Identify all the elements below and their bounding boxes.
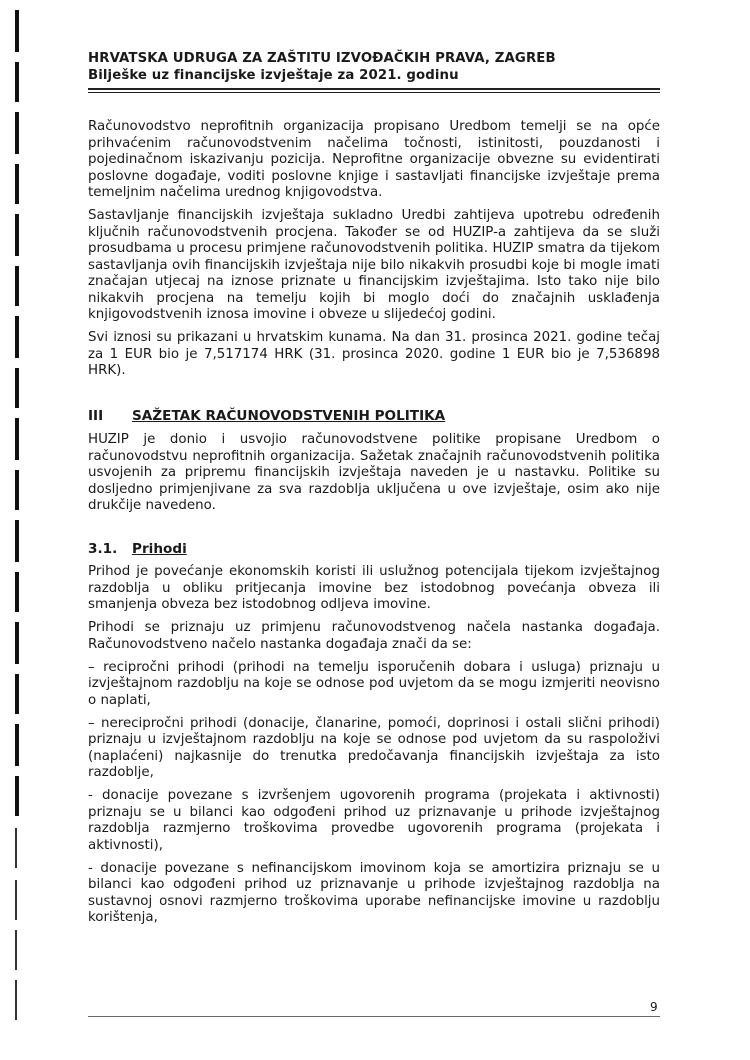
- binder-mark: [15, 724, 19, 766]
- binder-mark: [15, 828, 17, 868]
- intro-paragraph: Svi iznosi su prikazani u hrvatskim kunama. Na dan 31. prosinca 2021. godine tečaj za 1 EUR bio je 7,517174 HRK (31. prosinca 2020. godine 1 EUR bio je 7,536898 HRK).: [88, 330, 660, 378]
- binder-mark: [15, 880, 17, 920]
- page-header: [88, 50, 660, 84]
- subsection-title: Prihodi: [132, 540, 187, 557]
- list-item: – nerecipročni prihodi (donacije, članarine, pomoći, doprinosi i ostali slični prihodi) priznaju u izvještajnom razdoblju na koje se odnose pod uvjetom da su raspoloživi (naplaćeni) najkasnije do trenutka predočavanja financijskih izvještaja za isto razdoblje,: [88, 715, 660, 780]
- header-document-title: Bilješke uz financijske izvještaje za 2021. godinu: [88, 68, 459, 83]
- section-paragraph: HUZIP je donio i usvojio računovodstvene politike propisane Uredbom o računovodstvu neprofitnih organizacija. Sažetak značajnih računovodstvenih politika usvojenih za pripremu financijskih izvještaja naveden je u nastavku. Politike su dosljedno primjenjivane za sva razdoblja uključena u ove izvještaje, osim ako nije drukčije navedeno.: [88, 432, 660, 513]
- binder-mark: [15, 622, 19, 664]
- list-item: - donacije povezane s nefinancijskom imovinom koja se amortizira priznaju se u bilanci kao odgođeni prihod uz priznavanje u prihode izvještajnog razdoblja na sustavnoj osnovi razmjerno troškovima uporabe nefinancijske imovine u razdoblju korištenja,: [88, 860, 660, 925]
- page-number: 9: [650, 1000, 658, 1014]
- list-item: - donacije povezane s izvršenjem ugovorenih programa (projekata i aktivnosti) priznaju se u bilanci kao odgođeni prihod uz priznavanje u prihode izvještajnog razdoblja razmjerno troškovima provedbe ugovorenih programa (projekata i aktivnosti),: [88, 788, 660, 853]
- binder-mark: [15, 368, 19, 408]
- subsection-paragraph: Prihodi se priznaju uz primjenu računovodstvenog načela nastanka događaja. Računovodstveno načelo nastanka događaja znači da se:: [88, 620, 660, 652]
- binder-mark: [15, 62, 19, 102]
- section-number: III: [88, 407, 104, 424]
- binder-mark: [15, 470, 19, 510]
- binder-mark: [15, 572, 19, 612]
- intro-paragraph: Računovodstvo neprofitnih organizacija propisano Uredbom temelji se na opće prihvaćenim računovodstvenim načelima točnosti, istinitosti, pouzdanosti i pojedinačnom iskazivanju pozicija. Neprofitne organizacije obvezne su evidentirati poslovne događaje, voditi poslovne knjige i sastavljati financijske izvještaje prema temeljnim načelima urednog knjigovodstva.: [88, 119, 660, 200]
- binder-mark: [15, 10, 19, 52]
- footer-rule: [88, 1016, 660, 1017]
- binder-mark: [15, 164, 19, 204]
- binder-mark: [15, 520, 19, 562]
- binder-mark: [15, 674, 19, 714]
- binder-mark: [15, 316, 19, 358]
- subsection-number: 3.1.: [88, 540, 118, 557]
- header-rule-bottom: [88, 92, 660, 93]
- list-item: – recipročni prihodi (prihodi na temelju isporučenih dobara i usluga) priznaju u izvještajnom razdoblju na koje se odnose pod uvjetom da se mogu izmjeriti neovisno o naplati,: [88, 659, 660, 708]
- section-title: SAŽETAK RAČUNOVODSTVENIH POLITIKA: [132, 407, 446, 424]
- header-rule-top: [88, 88, 660, 90]
- header-organization: HRVATSKA UDRUGA ZA ZAŠTITU IZVOĐAČKIH PRAVA, ZAGREB: [88, 51, 556, 66]
- binder-mark: [15, 266, 19, 306]
- document-body: [88, 119, 660, 933]
- binder-mark: [15, 980, 17, 1020]
- section-heading: [88, 408, 660, 425]
- binder-mark: [15, 418, 19, 460]
- binder-mark: [15, 112, 19, 154]
- subsection-paragraph: Prihod je povećanje ekonomskih koristi ili uslužnog potencijala tijekom izvještajnog razdoblja u obliku pritjecanja imovine bez istodobnog povećanja obveza ili smanjenja obveza bez istodobnog odljeva imovine.: [88, 564, 660, 612]
- binder-mark: [15, 776, 19, 816]
- binder-mark: [15, 930, 17, 970]
- intro-paragraph: Sastavljanje financijskih izvještaja sukladno Uredbi zahtijeva upotrebu određenih ključnih računovodstvenih procjena. Također se od HUZIP-a zahtijeva da se služi prosudbama u procesu primjene računovodstvenih politika. HUZIP smatra da tijekom sastavljanja ovih financijskih izvještaja nije bilo nikakvih prosudbi koje bi mogle imati značajan utjecaj na iznose priznate u financijskim izvještajima. Isto tako nije bilo nikakvih procjena na temelju kojih bi moglo doći do značajnih usklađenja knjigovodstvenih iznosa imovine i obveze u slijedećoj godini.: [88, 208, 660, 322]
- binder-mark: [15, 214, 19, 256]
- subsection-heading: [88, 541, 660, 558]
